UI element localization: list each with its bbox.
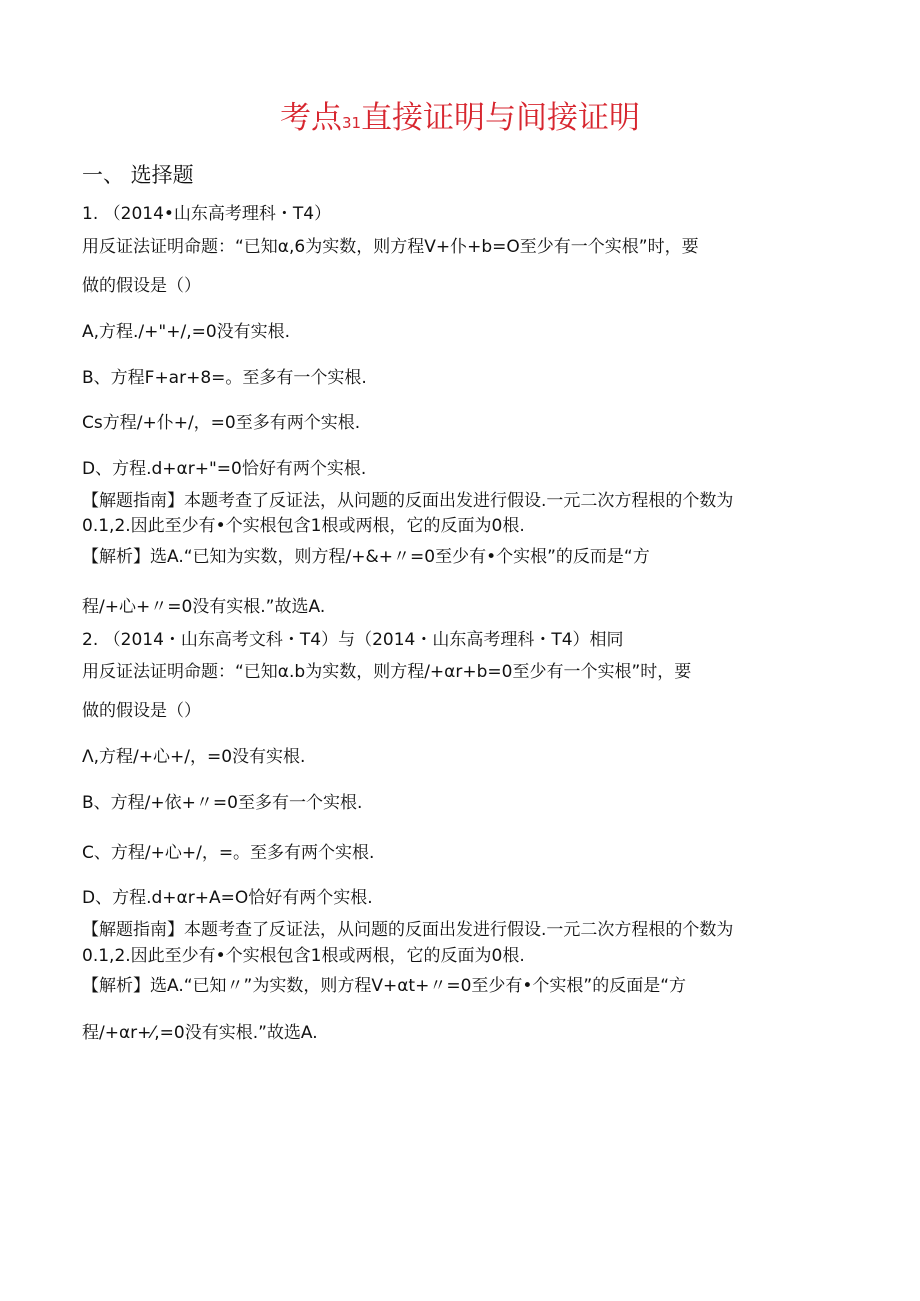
q2-option-a: Λ,方程/+心+/，=0没有实根.: [82, 747, 306, 767]
title-rest: 直接证明与间接证明: [361, 100, 641, 136]
q1-option-a: A,方程./+"+/,=0没有实根.: [82, 322, 291, 342]
q1-option-d: D、方程.d+αr+"=0恰好有两个实根.: [82, 459, 367, 479]
q2-stem-line2: 做的假设是（）: [82, 701, 201, 721]
q2-option-b: B、方程/+依+〃=0至多有一个实根.: [82, 793, 363, 813]
q2-option-d: D、方程.d+αr+A=O恰好有两个实根.: [82, 888, 373, 908]
q2-guide-line1: 【解题指南】本题考查了反证法，从问题的反面出发进行假设.一元二次方程根的个数为: [82, 920, 734, 940]
q1-stem-line1: 用反证法证明命题：“已知α,6为实数，则方程V+仆+b=O至少有一个实根”时，要: [82, 237, 699, 257]
q2-analysis-line1: 【解析】选A.“已知〃”为实数，则方程V+αt+〃=0至少有•个实根”的反面是“方: [82, 976, 687, 996]
q2-analysis-line2: 程/+αr+⁄,=0没有实根.”故选A.: [82, 1023, 318, 1043]
q2-header: 2. （2014・山东高考文科・T4）与（2014・山东高考理科・T4）相同: [82, 630, 624, 650]
q2-option-c: C、方程/+心+/，=。至多有两个实根.: [82, 843, 375, 863]
q1-header: 1. （2014•山东高考理科・T4）: [82, 204, 332, 224]
page-title: [0, 96, 920, 145]
title-main: 考点: [279, 100, 342, 136]
q2-guide-line2: 0.1,2.因此至少有•个实根包含1根或两根，它的反面为0根.: [82, 946, 525, 966]
q1-guide-line1: 【解题指南】本题考查了反证法，从问题的反面出发进行假设.一元二次方程根的个数为: [82, 491, 734, 511]
q1-option-c: Cs方程/+仆+/，=0至多有两个实根.: [82, 413, 361, 433]
q1-guide-line2: 0.1,2.因此至少有•个实根包含1根或两根，它的反面为0根.: [82, 516, 525, 536]
title-number: 31: [341, 114, 362, 132]
q1-analysis-line1: 【解析】选A.“已知为实数，则方程/+&+〃=0至少有•个实根”的反而是“方: [82, 547, 650, 567]
q1-stem-line2: 做的假设是（）: [82, 276, 201, 296]
section-heading: 一、 选择题: [82, 163, 194, 187]
q1-analysis-line2: 程/+心+〃=0没有实根.”故选A.: [82, 597, 326, 617]
q2-stem-line1: 用反证法证明命题：“已知α.b为实数，则方程/+αr+b=0至少有一个实根”时，要: [82, 662, 692, 682]
q1-option-b: B、方程F+ar+8=。至多有一个实根.: [82, 368, 367, 388]
